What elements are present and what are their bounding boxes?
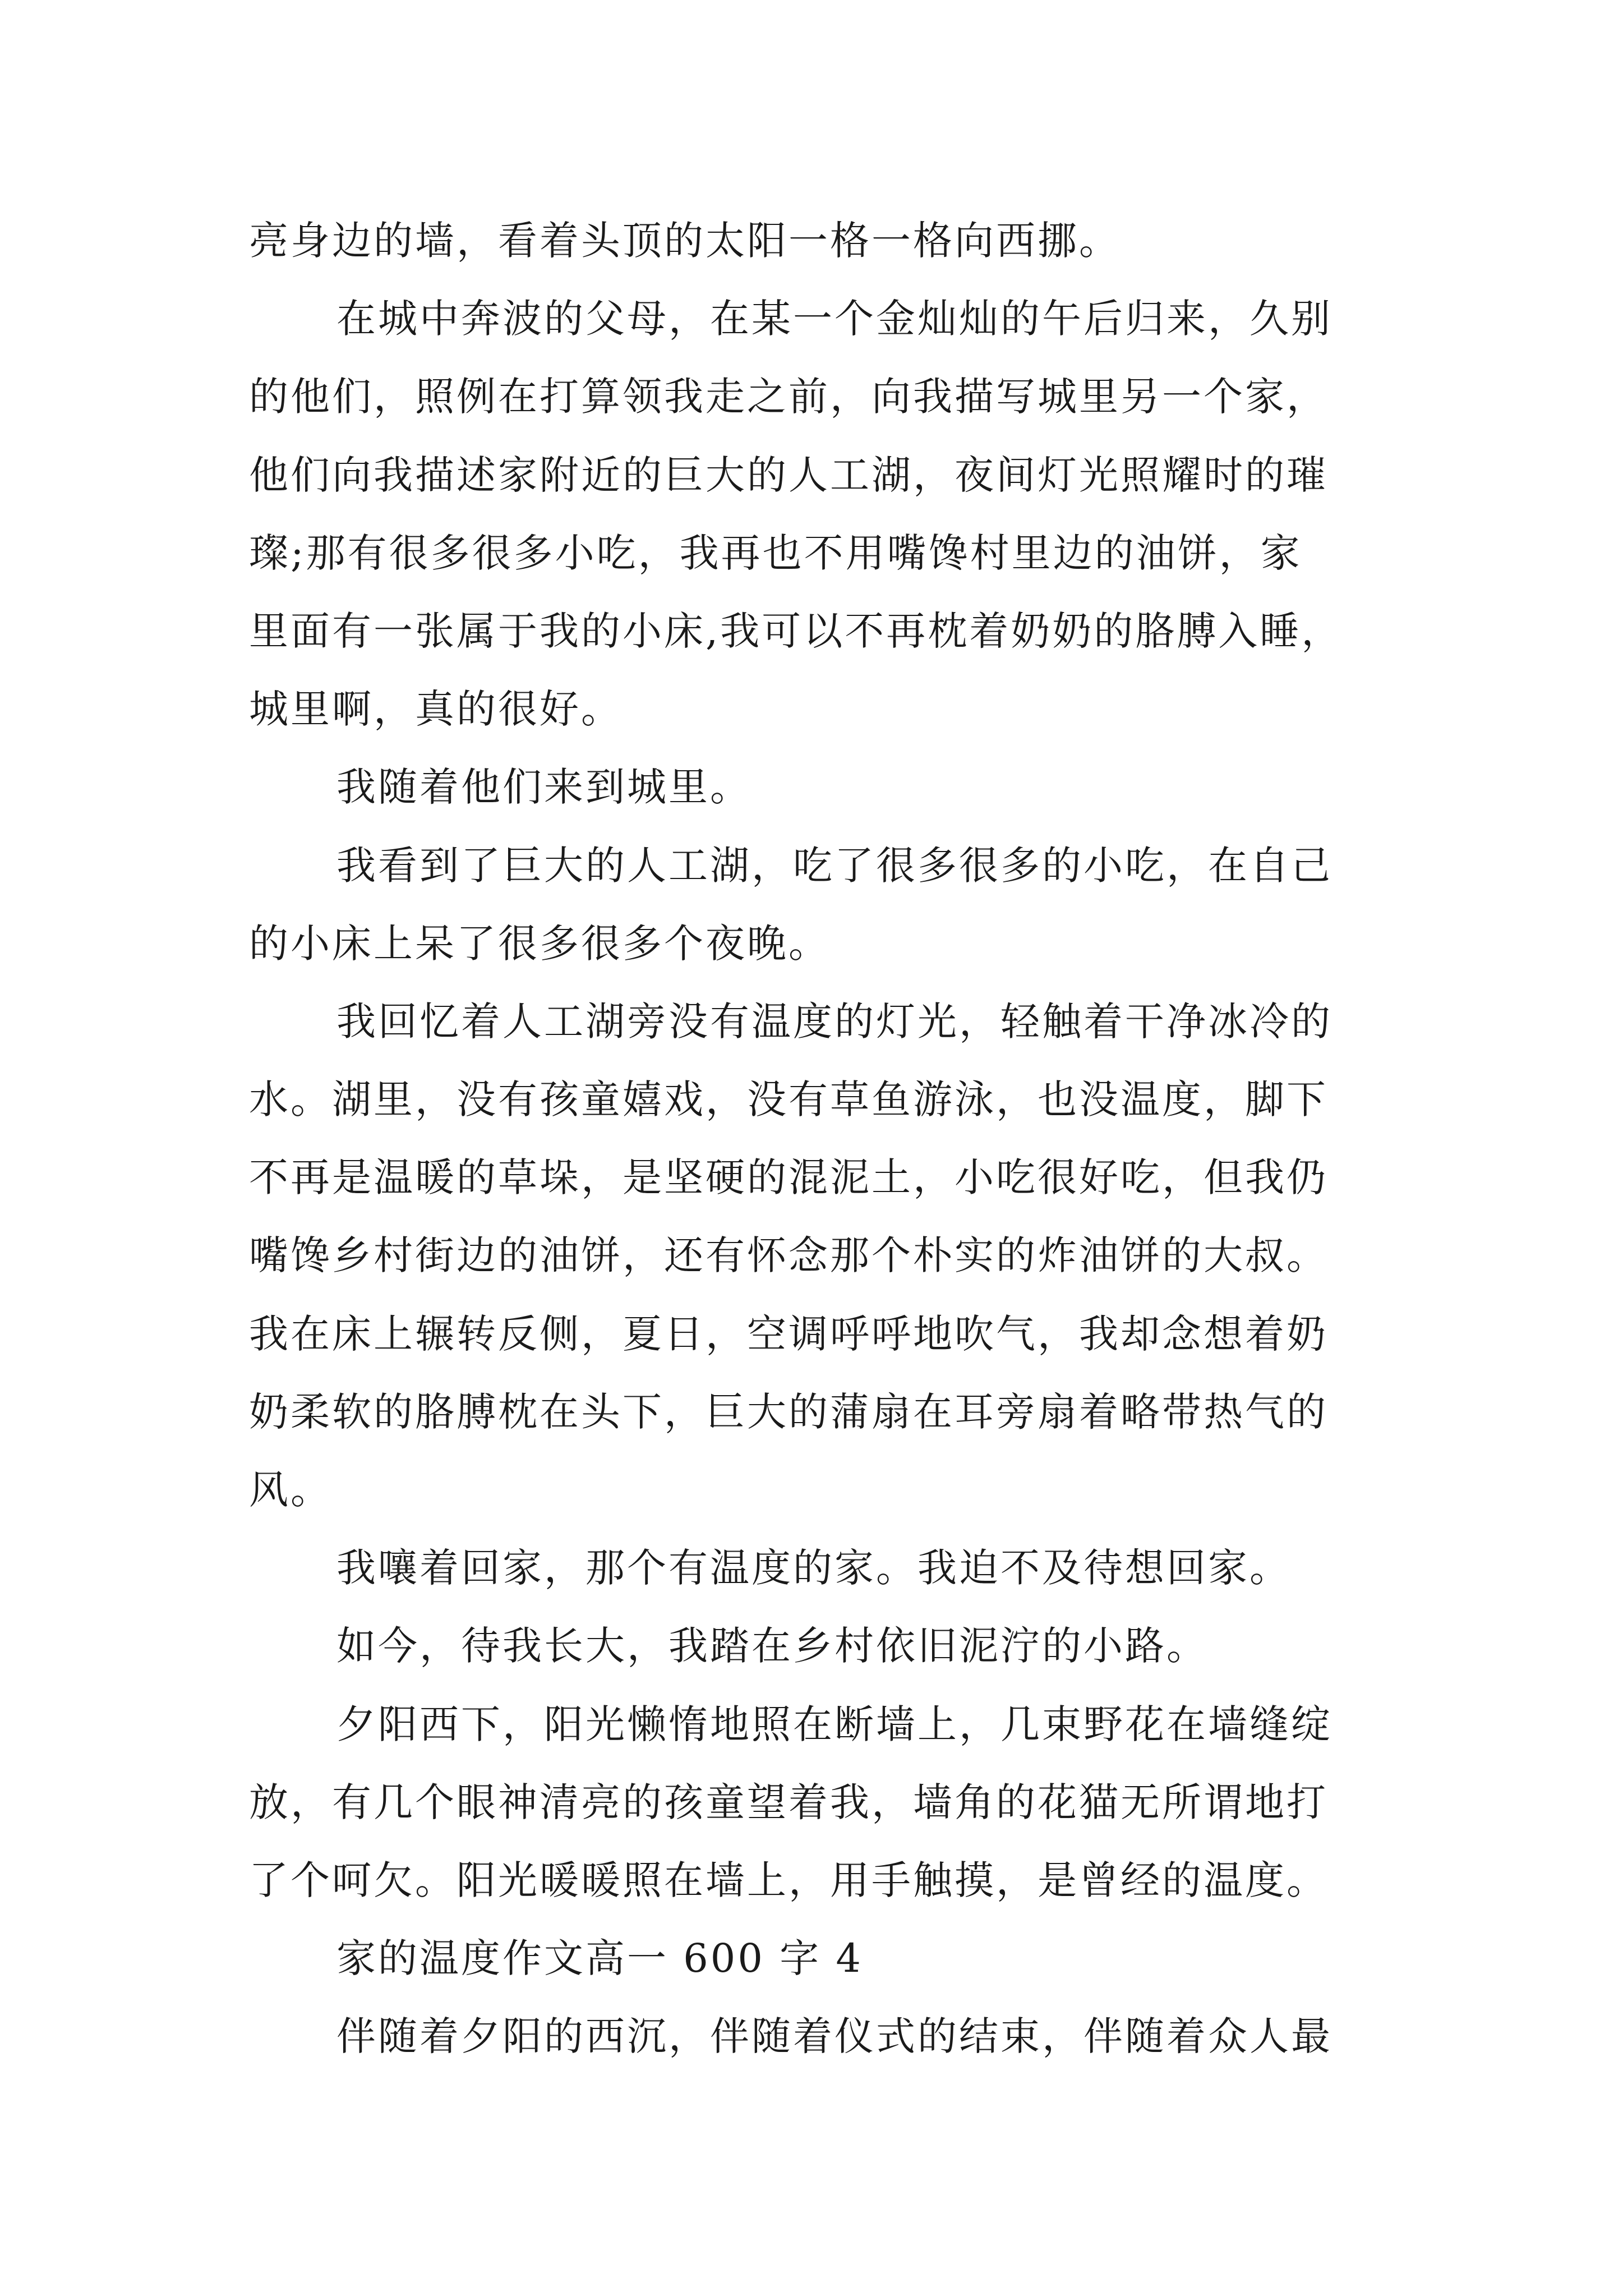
text-line-14: 嘴馋乡村街边的油饼，还有怀念那个朴实的炸油饼的大叔。 [249, 1232, 1328, 1279]
text-line-5: 璨;那有很多很多小吃，我再也不用嘴馋村里边的油饼，家 [249, 530, 1302, 576]
section-heading: 家的温度作文高一 600 字 4 [336, 1935, 863, 1982]
text-line-11: 我回忆着人工湖旁没有温度的灯光，轻触着干净冰冷的 [336, 998, 1332, 1045]
text-line-2: 在城中奔波的父母，在某一个金灿灿的午后归来，久别 [336, 296, 1332, 342]
text-line-12: 水。湖里，没有孩童嬉戏，没有草鱼游泳，也没温度，脚下 [249, 1076, 1328, 1123]
text-line-15: 我在床上辗转反侧，夏日，空调呼呼地吹气，我却念想着奶 [249, 1310, 1328, 1357]
text-line-17: 风。 [249, 1467, 332, 1513]
text-line-13: 不再是温暖的草垛，是坚硬的混泥土，小吃很好吃，但我仍 [249, 1154, 1328, 1201]
text-line-16: 奶柔软的胳膊枕在头下，巨大的蒲扇在耳旁扇着略带热气的 [249, 1388, 1328, 1435]
text-line-1: 亮身边的墙，看着头顶的太阳一格一格向西挪。 [249, 218, 1121, 264]
text-line-7: 城里啊，真的很好。 [249, 686, 623, 733]
text-line-21: 放，有几个眼神清亮的孩童望着我，墙角的花猫无所谓地打 [249, 1779, 1328, 1825]
text-line-10: 的小床上呆了很多很多个夜晚。 [249, 920, 830, 967]
text-line-9: 我看到了巨大的人工湖，吃了很多很多的小吃，在自己 [336, 842, 1332, 889]
text-line-6: 里面有一张属于我的小床,我可以不再枕着奶奶的胳膊入睡， [249, 608, 1343, 654]
text-line-18: 我嚷着回家，那个有温度的家。我迫不及待想回家。 [336, 1545, 1291, 1591]
text-line-19: 如今，待我长大，我踏在乡村依旧泥泞的小路。 [336, 1623, 1208, 1669]
essay-text [249, 202, 1376, 2076]
text-line-4: 他们向我描述家附近的巨大的人工湖，夜间灯光照耀时的璀 [249, 452, 1328, 498]
text-line-20: 夕阳西下，阳光懒惰地照在断墙上，几束野花在墙缝绽 [336, 1701, 1332, 1747]
text-line-3: 的他们，照例在打算领我走之前，向我描写城里另一个家， [249, 374, 1328, 420]
text-line-22: 了个呵欠。阳光暖暖照在墙上，用手触摸，是曾经的温度。 [249, 1857, 1328, 1903]
text-line-24: 伴随着夕阳的西沉，伴随着仪式的结束，伴随着众人最 [336, 2013, 1332, 2060]
text-line-8: 我随着他们来到城里。 [336, 764, 751, 811]
